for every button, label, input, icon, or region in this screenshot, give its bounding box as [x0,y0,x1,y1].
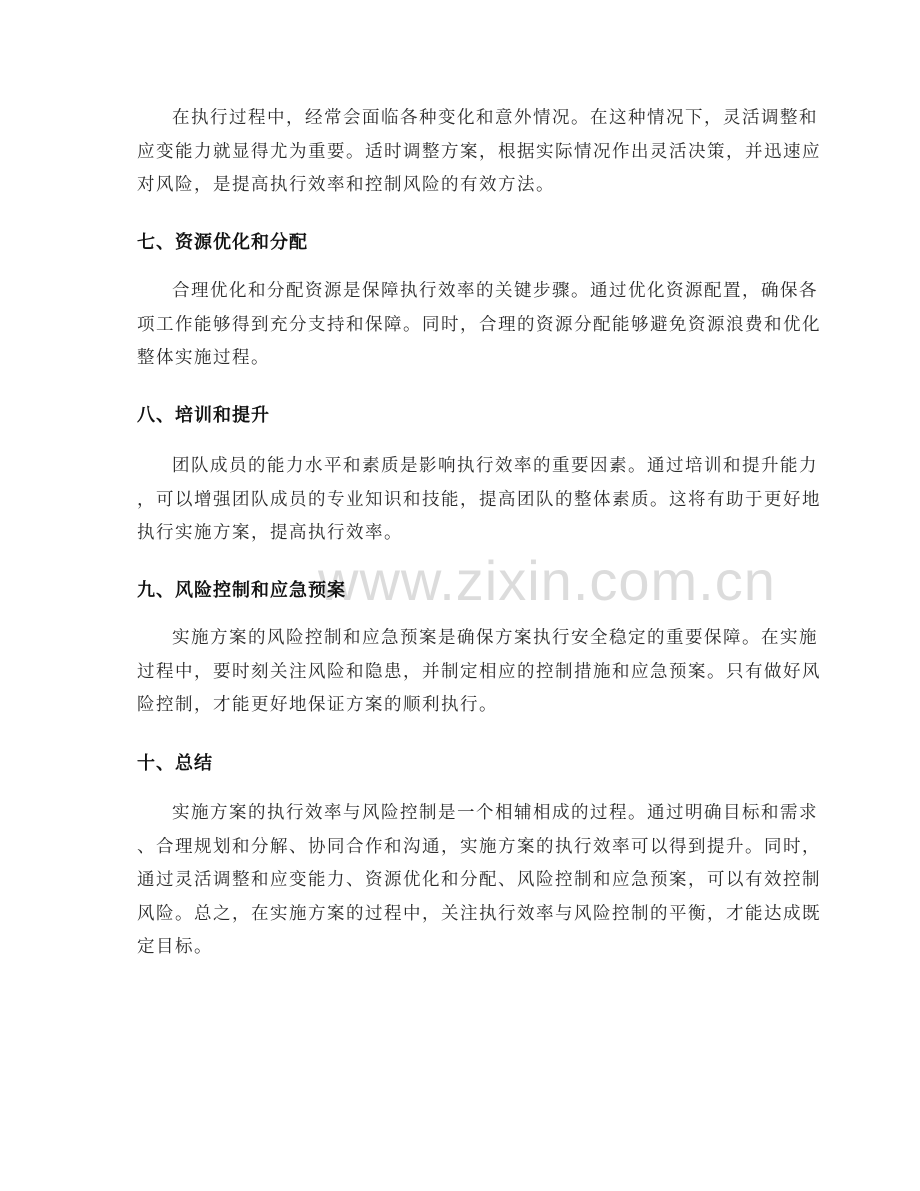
section-heading-resource-optimization: 七、资源优化和分配 [137,232,308,253]
paragraph-line: 执行实施方案，提高执行效率。 [137,523,403,543]
paragraph-line: 项工作能够得到充分支持和保障。同时，合理的资源分配能够避免资源浪费和优化 [137,314,821,335]
section-heading-summary: 十、总结 [137,753,213,774]
paragraph-line: 通过灵活调整和应变能力、资源优化和分配、风险控制和应急预案，可以有效控制 [137,870,821,890]
paragraph-line: 险控制，才能更好地保证方案的顺利执行。 [137,695,498,715]
paragraph-line: 定目标。 [137,937,213,957]
paragraph-flexible-adjustment [137,102,821,203]
section-heading-training: 八、培训和提升 [137,405,270,426]
paragraph-resource-optimization [137,275,821,376]
paragraph-line: 实施方案的风险控制和应急预案是确保方案执行安全稳定的重要保障。在实施 [172,628,818,648]
paragraph-risk-control [137,622,821,723]
paragraph-line: 合理优化和分配资源是保障执行效率的关键步骤。通过优化资源配置，确保各 [172,281,818,301]
watermark: www.zixin.com.cn [318,549,776,612]
paragraph-line: 团队成员的能力水平和素质是影响执行效率的重要因素。通过培训和提升能力 [172,456,818,476]
section-heading-risk-control: 九、风险控制和应急预案 [137,580,346,601]
paragraph-line: 风险。总之，在实施方案的过程中，关注执行效率与风险控制的平衡，才能达成既 [137,903,821,924]
paragraph-line: ，可以增强团队成员的专业知识和技能，提高团队的整体素质。这将有助于更好地 [137,489,821,510]
paragraph-summary [137,797,821,965]
paragraph-line: 实施方案的执行效率与风险控制是一个相辅相成的过程。通过明确目标和需求 [172,803,818,823]
paragraph-line: 整体实施过程。 [137,348,270,368]
paragraph-line: 、合理规划和分解、协同合作和沟通，实施方案的执行效率可以得到提升。同时， [137,836,821,857]
paragraph-line: 对风险，是提高执行效率和控制风险的有效方法。 [137,175,555,195]
paragraph-line: 在执行过程中，经常会面临各种变化和意外情况。在这种情况下，灵活调整和 [172,108,818,128]
paragraph-line: 应变能力就显得尤为重要。适时调整方案，根据实际情况作出灵活决策，并迅速应 [137,141,821,162]
paragraph-line: 过程中，要时刻关注风险和隐患，并制定相应的控制措施和应急预案。只有做好风 [137,661,821,682]
paragraph-training [137,450,821,551]
